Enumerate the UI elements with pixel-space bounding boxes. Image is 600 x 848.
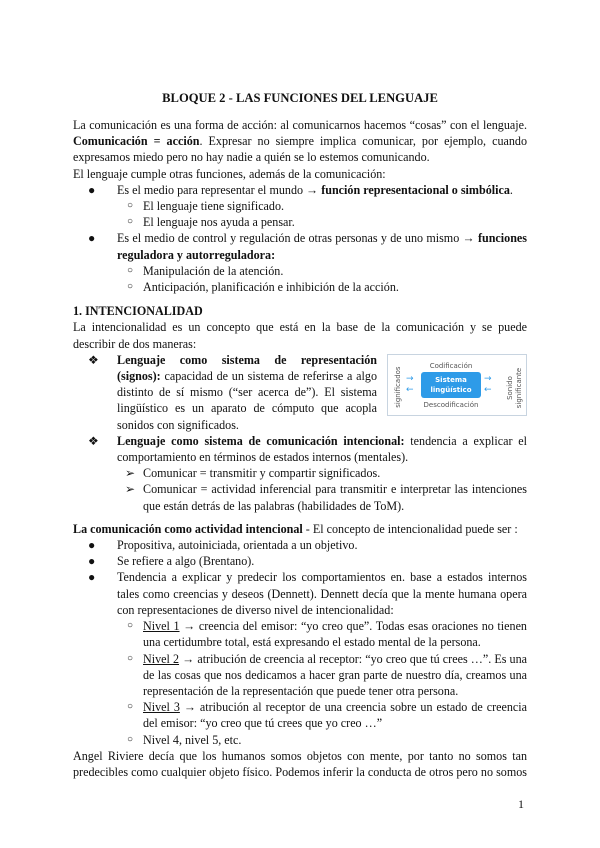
- item-text: Nivel 4, nivel 5, etc.: [143, 732, 242, 747]
- diagram-label: lingüístico: [430, 385, 472, 394]
- arrow-right-icon: →: [406, 373, 414, 384]
- item-text: → creencia del emisor: “yo creo que”. Todas esas oraciones no tienen una certidumbre total, está expresando el estado mental de la persona.: [143, 619, 527, 650]
- circle-bullet-icon: ○: [127, 281, 134, 293]
- diamond-bullet-icon: ❖: [88, 433, 99, 448]
- item-text: tendencia a explicar el comportamiento en términos de estados internos (mentales).: [117, 433, 527, 465]
- list-item: [73, 198, 527, 214]
- intro-text: . Expresar no siempre implica comunicar, por ejemplo, cuando expresamos miedo pero no hay nadie a quién se lo estemos comunicando.: [73, 134, 528, 165]
- bullet-icon: ●: [88, 570, 96, 585]
- diagram-label-bottom: Descodificación: [423, 400, 479, 409]
- intro-paragraph: [73, 117, 527, 166]
- bold-text: Lenguaje como sistema de comunicación intencional:: [117, 433, 405, 448]
- list-item: [73, 732, 527, 748]
- item-text: Tendencia a explicar y predecir los comportamientos en. base a estados internos tales como creencias y deseos (Dennett). Dennett decía que la mente humana opera con representaciones de diverso nivel de intencionalidad:: [117, 570, 527, 617]
- list-item: [73, 569, 527, 618]
- level-label: Nivel 2: [143, 651, 180, 666]
- list-item: [73, 699, 527, 731]
- page-number: 1: [518, 797, 524, 811]
- diagram-label: significante: [515, 367, 523, 409]
- list-item: [73, 352, 527, 433]
- list-item: [73, 553, 527, 569]
- intro-text: La comunicación es una forma de acción: al comunicarnos hacemos “cosas” con el lenguaje.: [73, 118, 527, 132]
- intentionality-list: [73, 352, 527, 514]
- arrowhead-bullet-icon: ➢: [125, 482, 136, 497]
- item-text: El lenguaje nos ayuda a pensar.: [143, 215, 295, 230]
- item-text: → atribución de creencia al receptor: “yo creo que tú crees …”. Es una de las cosas que nos dedicamos a hacer gran parte de nuestro día, creamos una representación de la representación que puede tener otra persona.: [143, 651, 527, 698]
- bold-text: funciones reguladora y autorreguladora:: [117, 231, 527, 262]
- list-item: [73, 618, 527, 650]
- circle-bullet-icon: ○: [127, 701, 134, 713]
- item-text: Comunicar = actividad inferencial para transmitir e interpretar las intenciones que están detrás de las palabras (habilidades de ToM).: [143, 482, 527, 513]
- diagram-label-left: significados: [393, 366, 402, 408]
- page-title: BLOQUE 2 - LAS FUNCIONES DEL LENGUAJE: [162, 91, 438, 105]
- level-label: Nivel 1: [143, 619, 180, 634]
- arrowhead-bullet-icon: ➢: [125, 466, 136, 481]
- item-text: Es el medio para representar el mundo →: [117, 182, 322, 197]
- section-heading: 1. INTENCIONALIDAD: [73, 304, 203, 319]
- diagram-label: Sistema: [435, 375, 467, 384]
- list-item: [73, 214, 527, 230]
- bullet-icon: ●: [88, 182, 96, 197]
- section-paragraph: La intencionalidad es un concepto que está en la base de la comunicación y se puede describir de dos maneras:: [73, 320, 527, 351]
- item-text: Es el medio de control y regulación de otras personas y de uno mismo →: [117, 231, 478, 246]
- bold-text: Lenguaje como sistema de representación (signos):: [117, 352, 377, 384]
- bullet-icon: ●: [88, 231, 96, 246]
- item-text: Manipulación de la atención.: [143, 263, 284, 278]
- bullet-icon: ●: [88, 538, 96, 553]
- item-text: El lenguaje tiene significado.: [143, 199, 285, 214]
- item-text: - El concepto de intencionalidad puede ser :: [302, 521, 518, 536]
- circle-bullet-icon: ○: [127, 652, 134, 664]
- arrow-left-icon: ←: [406, 384, 414, 395]
- bullet-icon: ●: [88, 554, 96, 569]
- item-text: → atribución al receptor de una creencia sobre un estado de creencia del emisor: “yo creo que tú crees que yo creo …”: [143, 700, 527, 731]
- list-item: [73, 230, 527, 262]
- circle-bullet-icon: ○: [127, 264, 134, 276]
- list-item: [73, 263, 527, 279]
- item-text: Anticipación, planificación e inhibición de la acción.: [143, 280, 399, 295]
- bold-text: Comunicación = acción: [73, 134, 200, 149]
- functions-list: [73, 182, 527, 295]
- level-label: Nivel 3: [143, 700, 180, 715]
- list-item: [73, 481, 527, 513]
- circle-bullet-icon: ○: [127, 200, 134, 212]
- arrow-left-icon: ←: [484, 384, 492, 395]
- list-item: [73, 537, 527, 553]
- list-item: [73, 651, 527, 700]
- bold-text: función representacional o simbólica: [321, 182, 510, 197]
- linguistic-system-diagram: [387, 354, 527, 416]
- section-paragraph: [73, 521, 527, 537]
- closing-paragraph: Angel Riviere decía que los humanos somos objetos con mente, por tanto no somos tan predecibles como cualquier objeto físico. Podemos inferir la conducta de otros pero no somos: [73, 748, 527, 779]
- arrow-right-icon: →: [484, 373, 492, 384]
- circle-bullet-icon: ○: [127, 620, 134, 632]
- bold-text: La comunicación como actividad intencional: [73, 521, 303, 536]
- circle-bullet-icon: ○: [127, 216, 134, 228]
- list-item: [73, 279, 527, 295]
- list-item: [73, 465, 527, 481]
- diamond-bullet-icon: ❖: [88, 352, 99, 367]
- item-text: Se refiere a algo (Brentano).: [117, 554, 255, 569]
- item-text: Comunicar = transmitir y compartir significados.: [143, 466, 381, 481]
- list-item: ● Es el medio para representar el mundo → función representacional o simbólica.: [88, 182, 513, 197]
- list-item: [73, 433, 527, 465]
- diagram-center-box: [421, 372, 481, 398]
- intro-paragraph: El lenguaje cumple otras funciones, además de la comunicación:: [73, 166, 386, 181]
- intentional-activity-list: [73, 537, 527, 748]
- circle-bullet-icon: ○: [127, 733, 134, 745]
- item-text: capacidad de un sistema de referirse a algo distinto de sí mismo (“ser acerca de”). El sistema lingüístico es un aparato de cómputo que acopla sonidos con significados.: [117, 369, 377, 432]
- diagram-label: Sonido: [506, 375, 514, 400]
- diagram-label-top: Codificación: [429, 361, 473, 370]
- item-text: Propositiva, autoiniciada, orientada a un objetivo.: [117, 538, 358, 553]
